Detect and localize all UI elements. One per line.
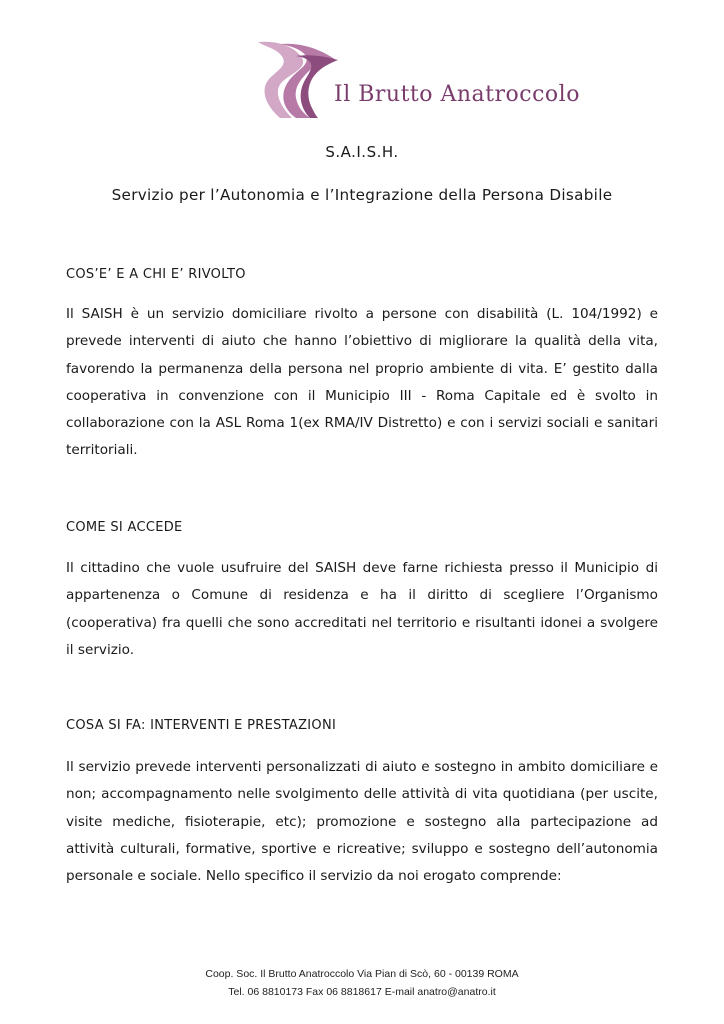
section-heading: COSA SI FA: INTERVENTI E PRESTAZIONI	[66, 718, 337, 733]
section-heading: COS’E’ E A CHI E’ RIVOLTO	[66, 267, 246, 282]
section-heading: COME SI ACCEDE	[66, 520, 183, 535]
section-paragraph: Il SAISH è un servizio domiciliare rivolto a persone con disabilità (L. 104/1992) e prevede interventi di aiuto che hanno l’obiettivo di migliorare la qualità della vita, favorendo la permanenza della persona nel proprio ambiente di vita. E’ gestito dalla cooperativa in convenzione con il Municipio III - Roma Capitale ed è svolto in collaborazione con la ASL Roma 1(ex RMA/IV Distretto) e con i servizi sociali e sanitari territoriali.	[66, 306, 658, 459]
section-paragraph: Il servizio prevede interventi personalizzati di aiuto e sostegno in ambito domiciliare e non; accompagnamento nelle svolgimento delle attività di vita quotidiana (per uscite, visite mediche, fisioterapie, etc); promozione e sostegno alla partecipazione ad attività culturali, formative, sportive e ricreative; sviluppo e sostegno dell’autonomia personale e sociale. Nello specifico il servizio da noi erogato comprende:	[66, 759, 658, 885]
section-paragraph: Il cittadino che vuole usufruire del SAISH deve farne richiesta presso il Municipio di appartenenza o Comune di residenza e ha il diritto di scegliere l’Organismo (cooperativa) fra quelli che sono accreditati nel territorio e risultanti idonei a svolgere il servizio.	[66, 560, 658, 658]
duck-wave-logo-icon	[250, 38, 340, 122]
document-subtitle: Servizio per l’Autonomia e l’Integrazione della Persona Disabile	[111, 186, 613, 204]
company-logo	[250, 38, 580, 122]
footer-contacts: Tel. 06 8810173 Fax 06 8818617 E-mail anatro@anatro.it	[228, 986, 496, 998]
logo-text: Il Brutto Anatroccolo	[334, 82, 580, 107]
document-title: S.A.I.S.H.	[325, 143, 399, 161]
footer-address: Coop. Soc. Il Brutto Anatroccolo Via Pian di Scò, 60 - 00139 ROMA	[205, 968, 519, 980]
